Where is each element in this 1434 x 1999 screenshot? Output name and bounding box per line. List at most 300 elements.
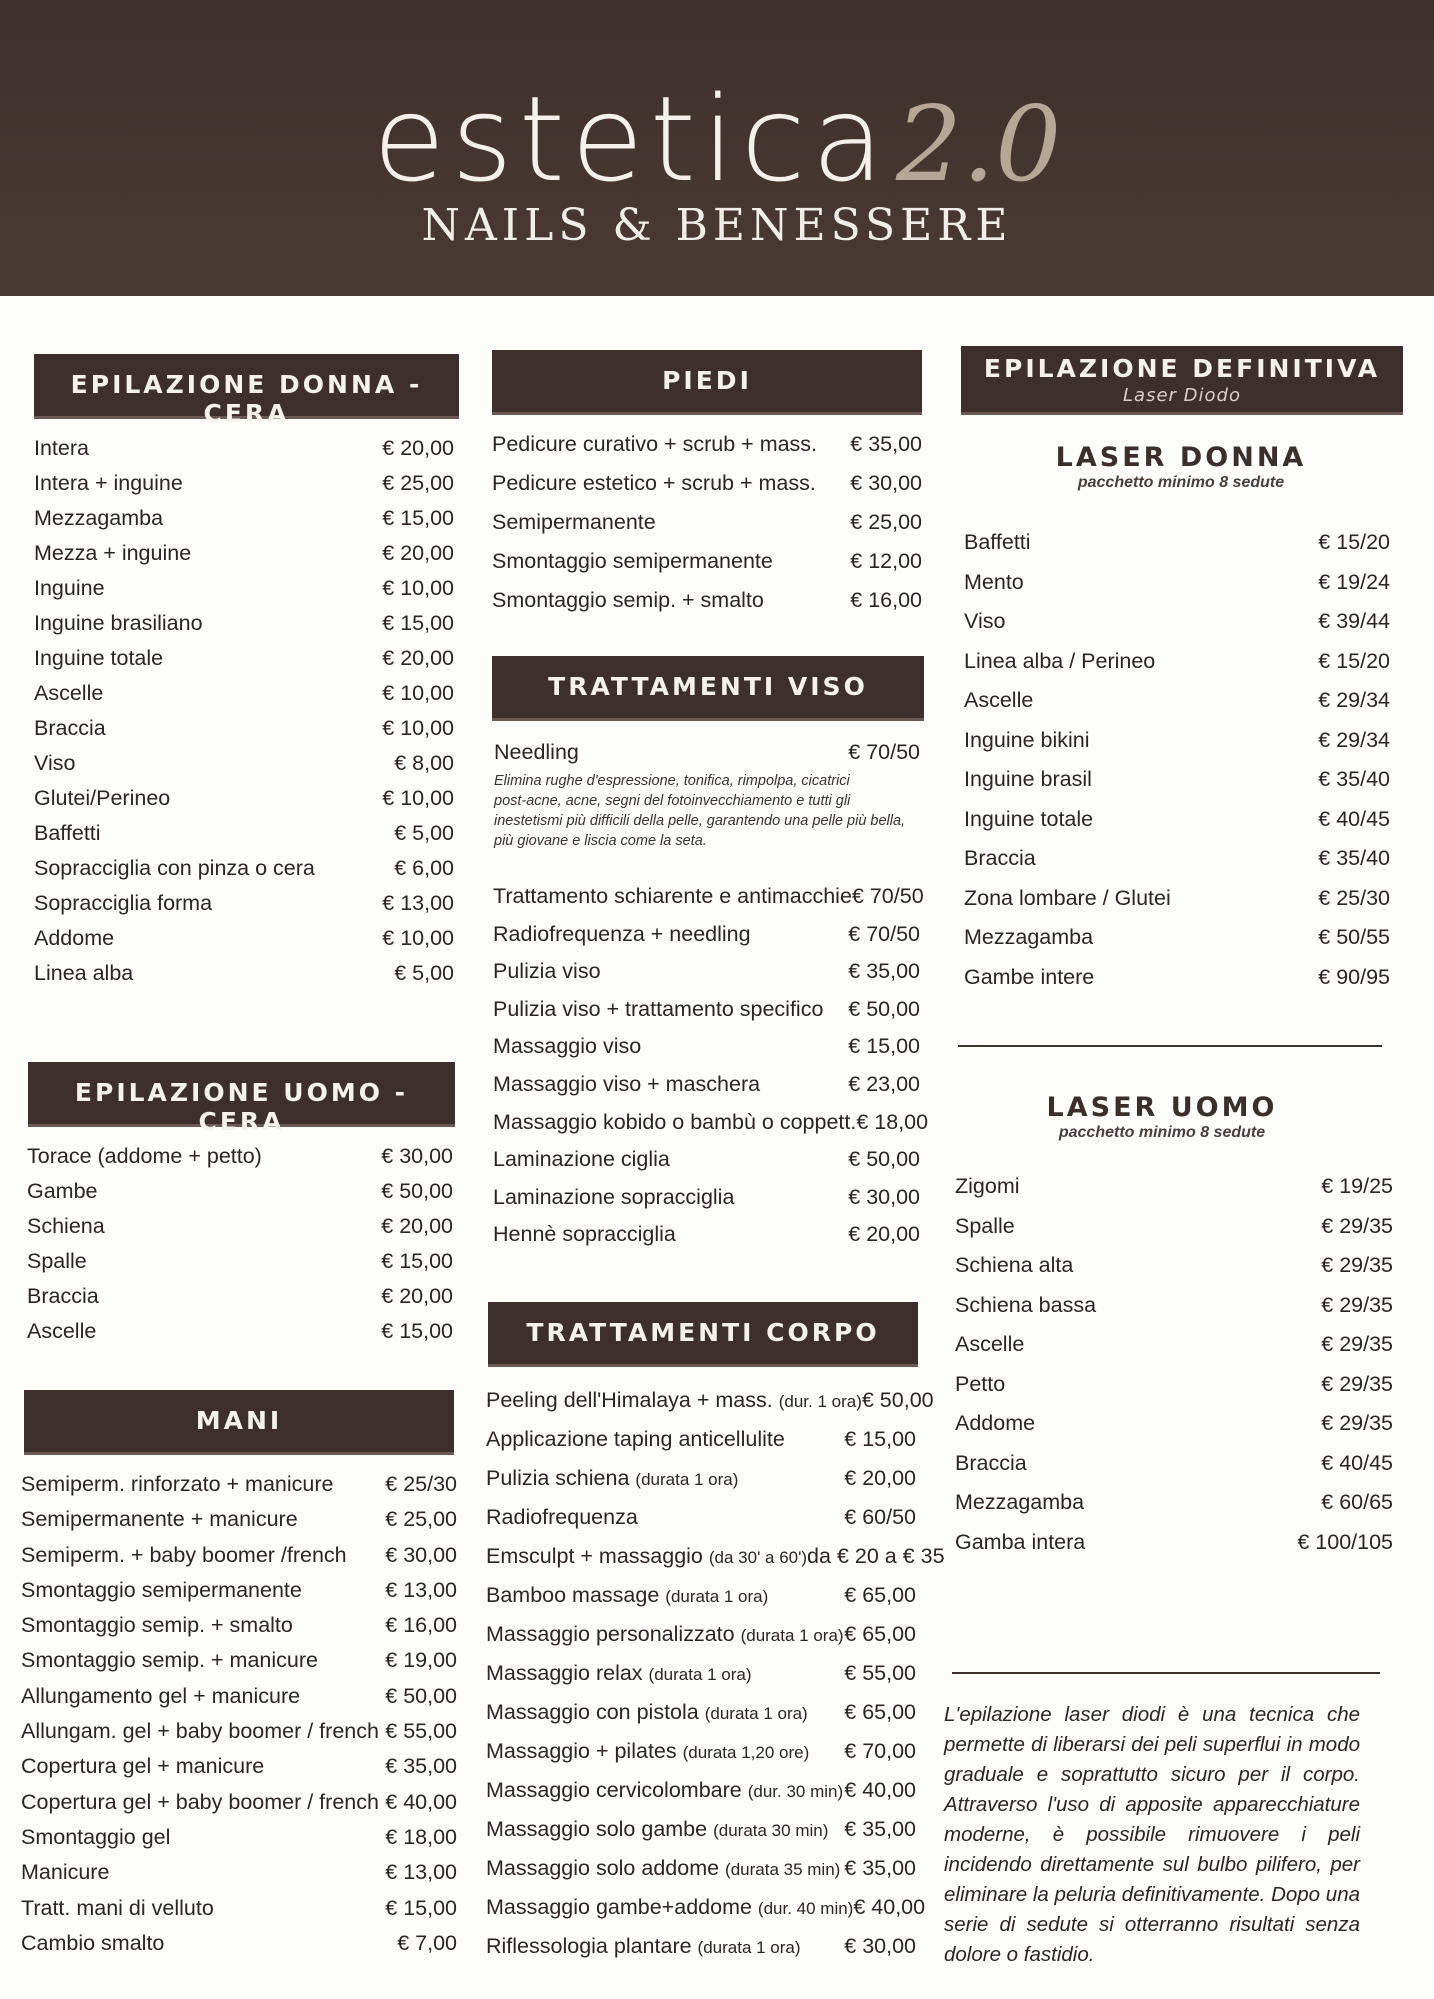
service-label — [486, 1388, 862, 1413]
price-row — [955, 1372, 1393, 1412]
price-row — [34, 471, 454, 506]
service-duration: (durata 1 ora) — [740, 1626, 844, 1645]
price-row — [492, 471, 922, 510]
service-price: € 35,00 — [844, 1817, 916, 1841]
service-price: € 29/35 — [1321, 1371, 1393, 1396]
price-row — [964, 728, 1390, 768]
service-price: € 50,00 — [848, 1147, 920, 1172]
service-name: Intera + inguine — [34, 471, 183, 495]
service-price: € 25,00 — [850, 510, 922, 534]
banner-trattamenti-viso — [492, 656, 924, 718]
service-price: € 40,00 — [385, 1789, 457, 1814]
price-row — [486, 1700, 916, 1739]
service-price: € 29/35 — [1321, 1253, 1393, 1277]
price-row — [27, 1214, 453, 1249]
service-name: Addome — [34, 926, 115, 950]
list-mani — [21, 1472, 457, 1966]
service-label — [34, 471, 183, 496]
service-name: Massaggio + pilates — [486, 1739, 677, 1763]
service-price: € 15,00 — [382, 611, 454, 635]
service-duration: (durata 30 min) — [713, 1821, 829, 1840]
service-name: Semipermanente + manicure — [21, 1507, 298, 1532]
service-price: € 13,00 — [385, 1577, 457, 1602]
service-name: Mezza + inguine — [34, 541, 192, 565]
price-row — [964, 570, 1390, 610]
price-row — [21, 1896, 457, 1931]
service-label — [493, 1034, 641, 1059]
service-duration: (durata 1 ora) — [704, 1704, 808, 1723]
desc-line: post-acne, acne, segni del fotoinvecchiamento e tutti gli — [494, 793, 851, 809]
service-price: € 50,00 — [381, 1179, 453, 1203]
banner-trattamenti-corpo — [488, 1302, 918, 1364]
service-name: Baffetti — [964, 530, 1031, 554]
price-row — [34, 786, 454, 821]
price-row — [486, 1895, 926, 1934]
price-row — [34, 821, 454, 856]
service-name: Massaggio personalizzato — [486, 1622, 735, 1646]
service-duration: (durata 1 ora) — [665, 1587, 769, 1606]
service-price: € 25/30 — [385, 1472, 457, 1496]
price-row — [493, 997, 920, 1035]
service-price: € 35,00 — [385, 1754, 457, 1779]
service-price: € 18,00 — [385, 1824, 457, 1849]
service-label — [486, 1466, 738, 1491]
service-price: € 19/24 — [1318, 569, 1390, 594]
service-name: Inguine brasil — [964, 767, 1092, 791]
divider — [958, 1045, 1382, 1047]
laser-uomo-title: LASER UOMO — [1046, 1092, 1278, 1123]
service-name: Mezzagamba — [34, 506, 164, 530]
service-label — [493, 1222, 676, 1247]
service-name: Smontaggio gel — [21, 1824, 171, 1849]
list-laser-donna — [964, 530, 1390, 1004]
price-row — [964, 846, 1390, 886]
service-price: € 35,00 — [850, 432, 922, 456]
service-price: € 29/34 — [1318, 688, 1390, 712]
service-name: Copertura gel + baby boomer / french — [21, 1789, 379, 1814]
price-row — [21, 1613, 457, 1648]
price-row — [34, 611, 454, 646]
service-label — [21, 1684, 300, 1709]
price-row — [27, 1249, 453, 1284]
price-row — [21, 1472, 457, 1507]
service-price: € 15/20 — [1318, 648, 1390, 673]
price-row — [21, 1790, 457, 1825]
service-name: Manicure — [21, 1860, 110, 1885]
list-epilazione-uomo — [27, 1144, 453, 1354]
price-row — [964, 886, 1390, 926]
service-price: € 10,00 — [382, 926, 454, 950]
service-name: Schiena bassa — [955, 1292, 1097, 1317]
service-price: € 65,00 — [844, 1700, 916, 1724]
service-label — [21, 1507, 298, 1532]
service-name: Viso — [34, 751, 76, 775]
price-row — [486, 1427, 916, 1466]
service-label — [493, 959, 601, 984]
service-price: € 19,00 — [385, 1648, 457, 1673]
price-row — [955, 1332, 1393, 1372]
service-price: € 15,00 — [385, 1895, 457, 1920]
price-row — [492, 510, 922, 549]
service-label — [486, 1778, 843, 1803]
service-price: € 70/50 — [848, 740, 920, 764]
service-label — [21, 1754, 264, 1779]
service-price: € 15,00 — [848, 1034, 920, 1059]
service-label — [493, 1147, 670, 1172]
service-price: € 40,00 — [844, 1778, 916, 1802]
price-row — [27, 1144, 453, 1179]
service-label — [34, 856, 315, 881]
service-name: Ascelle — [964, 688, 1034, 712]
service-name: Petto — [955, 1371, 1006, 1396]
service-price: € 30,00 — [385, 1542, 457, 1567]
service-label — [955, 1332, 1024, 1357]
price-row — [955, 1214, 1393, 1254]
service-label — [21, 1860, 109, 1885]
price-row — [21, 1543, 457, 1578]
price-row — [21, 1860, 457, 1895]
service-price: € 20,00 — [382, 541, 454, 565]
service-label — [34, 576, 105, 601]
price-row — [21, 1648, 457, 1683]
section-subtitle: Laser Diodo — [1123, 385, 1241, 406]
service-label — [964, 609, 1005, 634]
service-price: € 55,00 — [844, 1661, 916, 1685]
service-label — [955, 1372, 1005, 1397]
service-label — [34, 751, 75, 776]
logo-version: 2.0 — [895, 83, 1062, 205]
laser-donna-title: LASER DONNA — [1055, 442, 1307, 473]
service-name: Hennè sopracciglia — [493, 1222, 676, 1247]
service-name: Braccia — [34, 716, 106, 740]
service-price: € 15,00 — [381, 1319, 453, 1343]
service-price: € 30,00 — [381, 1144, 453, 1168]
service-name: Applicazione taping anticellulite — [486, 1427, 785, 1451]
service-name: Massaggio gambe+addome — [486, 1895, 752, 1919]
list-piedi — [492, 432, 922, 627]
banner-epilazione-donna — [34, 354, 459, 428]
service-label — [27, 1214, 105, 1239]
service-label — [493, 997, 823, 1022]
service-label — [955, 1293, 1096, 1318]
laser-donna-note: pacchetto minimo 8 sedute — [1077, 474, 1285, 491]
price-row — [21, 1684, 457, 1719]
service-price: € 20,00 — [382, 436, 454, 460]
service-price: € 15,00 — [844, 1427, 916, 1451]
service-price: € 10,00 — [382, 786, 454, 810]
service-name: Tratt. mani di velluto — [21, 1895, 214, 1920]
service-label — [27, 1319, 96, 1344]
service-name: Emsculpt + massaggio — [486, 1544, 703, 1568]
service-name: Inguine totale — [964, 806, 1094, 831]
service-name: Inguine totale — [34, 646, 164, 670]
price-row — [955, 1293, 1393, 1333]
service-label — [493, 1110, 856, 1135]
price-row — [27, 1179, 453, 1214]
service-name: Spalle — [27, 1249, 87, 1273]
service-price: € 29/35 — [1321, 1292, 1393, 1317]
service-duration: (dur. 40 min) — [757, 1899, 854, 1918]
service-price: € 5,00 — [394, 821, 454, 845]
service-name: Needling — [494, 740, 579, 764]
banner-epilazione-uomo — [28, 1062, 455, 1136]
service-name: Cambio smalto — [21, 1930, 165, 1955]
price-row — [492, 549, 922, 588]
service-price: € 30,00 — [848, 1184, 920, 1209]
service-price: € 90/95 — [1318, 964, 1390, 989]
service-price: € 29/35 — [1321, 1213, 1393, 1238]
desc-line: Elimina rughe d'espressione, tonifica, rimpolpa, cicatrici — [494, 773, 850, 789]
service-price: € 20,00 — [848, 1222, 920, 1247]
section-title: EPILAZIONE UOMO - CERA — [74, 1078, 409, 1136]
service-name: Laminazione ciglia — [493, 1147, 670, 1172]
price-row — [955, 1530, 1393, 1570]
price-row — [486, 1544, 945, 1583]
price-row — [493, 922, 920, 960]
banner-piedi — [492, 350, 922, 412]
service-price: € 15/20 — [1318, 530, 1390, 554]
service-label — [486, 1934, 801, 1959]
service-label — [21, 1613, 293, 1638]
service-name: Massaggio solo gambe — [486, 1817, 708, 1841]
price-row — [486, 1466, 916, 1505]
service-name: Braccia — [955, 1450, 1027, 1475]
service-label — [492, 588, 764, 613]
service-label — [955, 1253, 1073, 1278]
service-label — [34, 716, 106, 741]
service-price: € 39/44 — [1318, 609, 1390, 633]
price-row — [21, 1825, 457, 1860]
service-label — [964, 965, 1094, 990]
price-row — [34, 646, 454, 681]
section-title: MANI — [195, 1406, 283, 1435]
service-price: € 16,00 — [850, 588, 922, 612]
service-price: € 15,00 — [382, 506, 454, 530]
service-name: Ascelle — [27, 1319, 97, 1343]
header-subtitle: NAILS & BENESSERE — [421, 200, 1013, 251]
service-label — [486, 1895, 853, 1920]
service-duration: (durata 1 ora) — [648, 1665, 752, 1684]
service-label — [493, 922, 751, 947]
service-price: € 40/45 — [1321, 1450, 1393, 1475]
service-name: Inguine bikini — [964, 727, 1090, 752]
price-row — [493, 1109, 929, 1148]
service-name: Baffetti — [34, 821, 101, 845]
banner-mani — [24, 1390, 454, 1452]
service-name: Massaggio kobido o bambù o coppett. — [493, 1109, 857, 1134]
service-price: € 13,00 — [382, 891, 454, 915]
service-price: € 30,00 — [850, 471, 922, 495]
price-row-needling — [494, 740, 920, 765]
service-label — [955, 1451, 1027, 1476]
service-name: Schiena — [27, 1214, 105, 1238]
service-name: Massaggio viso + maschera — [493, 1071, 761, 1096]
price-row — [964, 925, 1390, 965]
service-label — [34, 891, 212, 916]
service-name: Semiperm. rinforzato + manicure — [21, 1472, 334, 1496]
service-duration: (durata 1 ora) — [697, 1938, 801, 1957]
price-row — [21, 1754, 457, 1789]
service-label — [34, 646, 163, 671]
service-price: € 65,00 — [844, 1583, 916, 1607]
service-label — [34, 821, 101, 846]
price-row — [964, 609, 1390, 649]
service-name: Pulizia schiena — [486, 1466, 630, 1490]
price-row — [486, 1778, 916, 1817]
divider — [952, 1672, 1380, 1674]
service-name: Pedicure curativo + scrub + mass. — [492, 432, 818, 456]
service-label — [34, 611, 203, 636]
service-label — [34, 436, 89, 461]
service-label — [486, 1583, 768, 1608]
price-row — [34, 891, 454, 926]
service-price: € 25/30 — [1318, 885, 1390, 910]
service-name: Mezzagamba — [955, 1490, 1085, 1514]
price-row — [964, 649, 1390, 689]
price-row — [34, 681, 454, 716]
service-label — [486, 1427, 785, 1452]
price-row — [34, 716, 454, 751]
service-price: € 50/55 — [1318, 925, 1390, 949]
price-row — [34, 576, 454, 611]
price-row — [34, 751, 454, 786]
laser-info-text: L'epilazione laser diodi è una tecnica che permette di liberarsi dei peli superflui in modo graduale e soprattutto sicuro per il corpo. Attraverso l'uso di apposite apparecchiature moderne, è possibile rimuovere i peli incidendo direttamente sul bulbo pilifero, per eliminare la peluria definitivamente. Dopo una serie di sedute si otterranno risultati senza dolore o fastidio. — [944, 1703, 1360, 1966]
laser-uomo-note: pacchetto minimo 8 sedute — [1058, 1124, 1266, 1141]
service-label — [955, 1174, 1020, 1199]
desc-line: più giovane e liscia come la seta. — [494, 833, 707, 849]
service-name: Radiofrequenza + needling — [493, 921, 751, 946]
service-price: € 29/34 — [1318, 727, 1390, 752]
needling-description — [494, 771, 920, 851]
service-price: € 35,00 — [848, 959, 920, 984]
service-price: € 60/50 — [844, 1505, 916, 1529]
service-price: € 20,00 — [381, 1284, 453, 1308]
service-name: Massaggio cervicolombare — [486, 1778, 742, 1802]
service-label — [964, 688, 1033, 713]
service-price: € 100/105 — [1297, 1529, 1393, 1554]
service-price: € 7,00 — [397, 1930, 457, 1955]
service-name: Peeling dell'Himalaya + mass. — [486, 1388, 773, 1412]
price-row — [955, 1253, 1393, 1293]
service-price: € 35/40 — [1318, 767, 1390, 791]
service-price: € 70/50 — [848, 921, 920, 946]
service-name: Inguine brasiliano — [34, 611, 203, 635]
service-price: € 35,00 — [844, 1856, 916, 1880]
service-label — [21, 1719, 379, 1744]
service-name: Ascelle — [955, 1332, 1025, 1356]
service-name: Gambe intere — [964, 964, 1095, 989]
service-label — [964, 570, 1024, 595]
price-row — [34, 961, 454, 996]
price-row — [486, 1856, 916, 1895]
service-label — [21, 1931, 164, 1956]
service-name: Mezzagamba — [964, 925, 1094, 949]
service-name: Mento — [964, 569, 1024, 594]
banner-epilazione-definitiva — [961, 346, 1403, 412]
service-name: Gambe — [27, 1179, 98, 1203]
service-price: € 13,00 — [385, 1860, 457, 1885]
service-name: Braccia — [27, 1284, 99, 1308]
service-name: Trattamento schiarente e antimacchie — [493, 884, 852, 908]
service-label — [955, 1214, 1015, 1239]
service-label — [486, 1505, 638, 1530]
service-label — [955, 1490, 1084, 1515]
service-label — [21, 1790, 379, 1815]
service-price: € 10,00 — [382, 576, 454, 600]
service-name: Ascelle — [34, 681, 104, 705]
service-name: Spalle — [955, 1213, 1015, 1238]
service-label — [964, 728, 1090, 753]
service-price: € 5,00 — [394, 961, 454, 985]
price-row — [486, 1739, 916, 1778]
service-label — [493, 884, 852, 909]
service-label — [492, 549, 773, 574]
service-name: Zigomi — [955, 1174, 1020, 1198]
service-label — [486, 1856, 840, 1881]
service-name: Riflessologia plantare — [486, 1934, 692, 1958]
service-price: € 25,00 — [382, 471, 454, 495]
price-row — [955, 1174, 1393, 1214]
service-price: € 15,00 — [381, 1249, 453, 1273]
service-price: € 70,00 — [844, 1739, 916, 1763]
price-row — [964, 530, 1390, 570]
service-price: € 70/50 — [851, 884, 924, 908]
service-duration: (dur. 30 min) — [747, 1782, 844, 1801]
price-row — [492, 588, 922, 627]
logo-main: estetica — [372, 70, 890, 208]
service-price: € 19/25 — [1321, 1174, 1393, 1198]
price-row — [34, 506, 454, 541]
list-epilazione-donna — [34, 436, 454, 996]
service-label — [21, 1543, 347, 1568]
service-name: Massaggio solo addome — [486, 1856, 720, 1880]
price-row — [34, 436, 454, 471]
price-row — [21, 1931, 457, 1966]
service-name: Viso — [964, 609, 1006, 633]
service-label — [486, 1661, 752, 1686]
service-name: Allungam. gel + baby boomer / french — [21, 1719, 379, 1744]
price-row — [34, 926, 454, 961]
service-name: Laminazione sopracciglia — [493, 1184, 735, 1209]
service-name: Intera — [34, 436, 89, 460]
service-label — [27, 1284, 99, 1309]
service-price: € 50,00 — [861, 1388, 934, 1412]
price-row — [486, 1505, 916, 1544]
service-name: Pulizia viso — [493, 959, 601, 984]
price-row — [964, 767, 1390, 807]
service-name: Allungamento gel + manicure — [21, 1683, 301, 1708]
service-label — [486, 1544, 807, 1569]
list-needling — [494, 740, 920, 851]
service-name: Massaggio viso — [493, 1034, 642, 1059]
service-duration: (durata 1 ora) — [635, 1470, 739, 1489]
service-price: € 60/65 — [1321, 1490, 1393, 1514]
service-label — [964, 846, 1036, 871]
price-row — [964, 965, 1390, 1005]
service-label — [486, 1739, 809, 1764]
service-name: Pulizia viso + trattamento specifico — [493, 996, 824, 1021]
service-name: Semiperm. + baby boomer /french — [21, 1542, 347, 1567]
price-row — [493, 1147, 920, 1185]
service-label — [964, 649, 1155, 674]
service-label — [964, 767, 1092, 792]
service-label — [964, 807, 1093, 832]
price-row — [27, 1319, 453, 1354]
service-name: Inguine — [34, 576, 105, 600]
desc-line: inestetismi più difficili della pelle, garantendo una pelle più bella, — [494, 813, 906, 829]
service-label — [27, 1249, 87, 1274]
price-row — [493, 1072, 920, 1110]
